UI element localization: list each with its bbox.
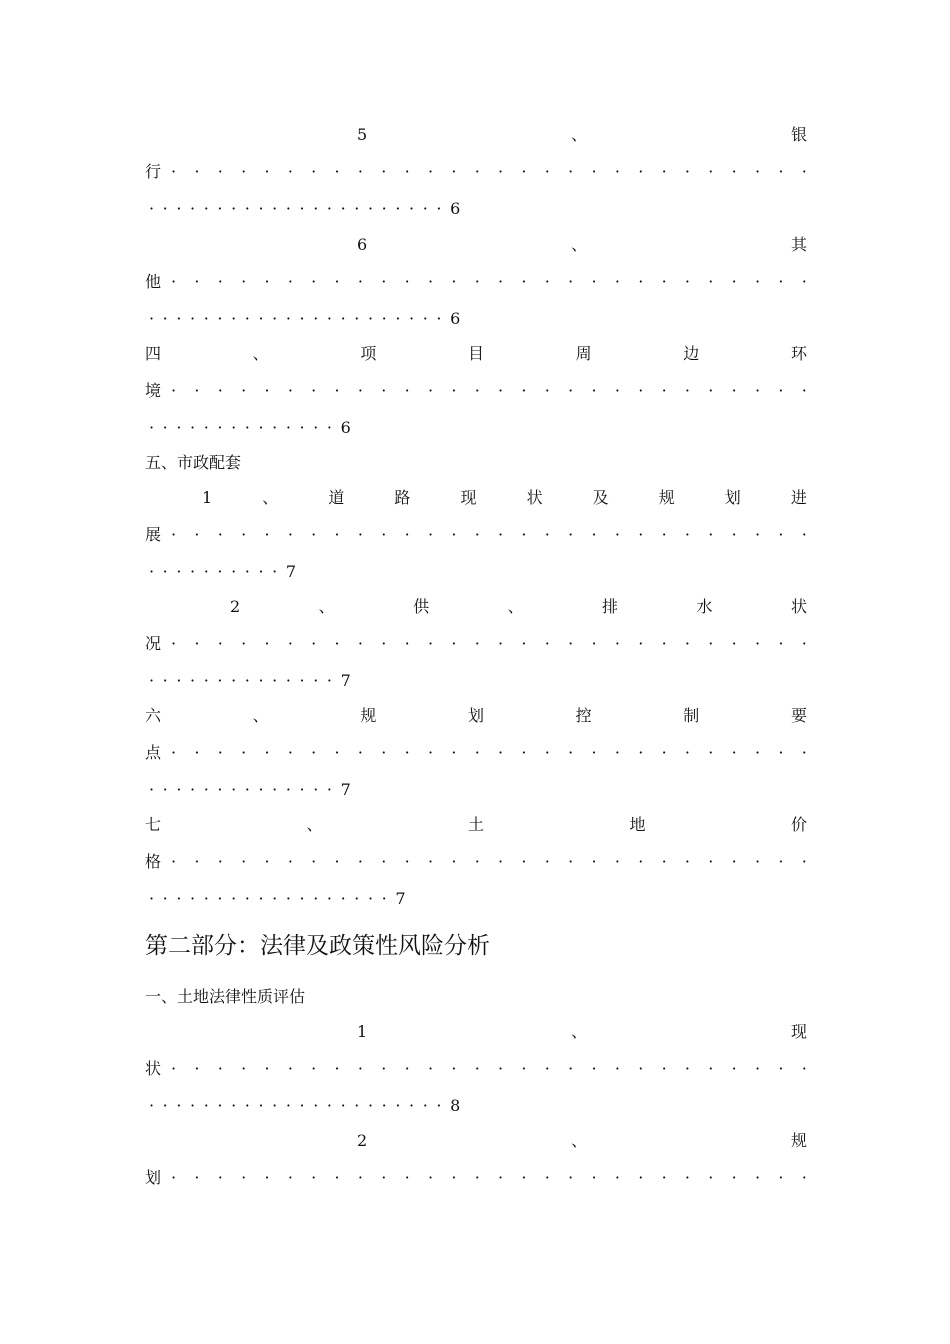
toc-entry-title-char: 其 [790, 235, 807, 254]
toc-entry-title-char: 环 [790, 344, 807, 363]
dot-leader: · · · · · · · · · · · · · · · · · · · · · · · · · · · · [171, 852, 807, 871]
toc-entry-title-char: 、 [571, 1131, 588, 1150]
toc-entry-status-page-line [145, 1096, 807, 1116]
toc-entry-status-title-line [145, 1022, 807, 1042]
toc-entry-title-char: 四 [145, 344, 162, 363]
toc-entry-title-char: 规 [790, 1131, 807, 1150]
toc-entry-title-char: 及 [592, 488, 609, 507]
toc-page-number: 7 [395, 889, 406, 908]
toc-page-number: 7 [285, 562, 297, 581]
toc-entry-water-lead-line [145, 634, 807, 654]
toc-entry-title-char: 2 [357, 1131, 368, 1150]
toc-entry-title-char: 、 [571, 1022, 588, 1041]
toc-page-number: 7 [340, 671, 351, 690]
toc-entry-title-char: 控 [575, 706, 592, 725]
toc-entry-title-char: 、 [262, 488, 279, 507]
toc-entry-water-title-line [145, 597, 807, 617]
dot-leader: ······················ [149, 199, 451, 218]
toc-entry-title-char: 划 [724, 488, 741, 507]
part-two-heading: 第二部分：法律及政策性风险分析 [145, 933, 490, 959]
toc-entry-planning-control-page-line [145, 780, 807, 800]
toc-entry-title-char: 路 [394, 488, 411, 507]
toc-entry-title-last-char: 他 [145, 272, 162, 291]
toc-entry-title-last-char: 行 [145, 162, 162, 181]
toc-entry-title-char: 水 [696, 597, 713, 616]
toc-entry-title-char: 、 [318, 597, 335, 616]
toc-entry-title-last-char: 境 [145, 381, 162, 400]
toc-entry-roads-lead-line [145, 525, 807, 545]
toc-entry-title-char: 价 [790, 815, 807, 834]
toc-entry-title-char: 道 [328, 488, 345, 507]
toc-entry-roads-title-line [145, 488, 807, 508]
toc-entry-title-last-char: 点 [145, 743, 162, 762]
toc-entry-bank-page-line [145, 199, 807, 219]
dot-leader: · · · · · · · · · · · · · · · · · · · · · · · · · · · · [171, 743, 807, 762]
dot-leader: ·············· [149, 671, 341, 690]
toc-entry-other-lead-line [145, 272, 807, 292]
toc-entry-title-char: 供 [413, 597, 430, 616]
toc-entry-title-char: 银 [790, 125, 807, 144]
toc-page-number: 6 [340, 418, 351, 437]
toc-entry-title-char: 规 [658, 488, 675, 507]
toc-entry-title-char: 目 [467, 344, 484, 363]
toc-entry-title-last-char: 划 [145, 1168, 162, 1187]
toc-page-number: 6 [450, 199, 461, 218]
toc-entry-title-char: 现 [460, 488, 477, 507]
toc-entry-title-char: 状 [790, 597, 807, 616]
toc-entry-title-char: 制 [683, 706, 700, 725]
toc-entry-title-char: 规 [360, 706, 377, 725]
toc-entry-title-last-char: 展 [145, 525, 162, 544]
toc-entry-title-last-char: 状 [145, 1059, 162, 1078]
toc-entry-water-page-line [145, 671, 807, 691]
toc-entry-other-page-line [145, 309, 807, 329]
toc-entry-title-last-char: 格 [145, 852, 162, 871]
toc-entry-surroundings-title-line [145, 344, 807, 364]
toc-entry-surroundings-lead-line [145, 381, 807, 401]
toc-entry-bank-lead-line [145, 162, 807, 182]
toc-entry-bank-title-line [145, 125, 807, 145]
toc-entry-land-price-lead-line [145, 852, 807, 872]
toc-entry-title-char: 划 [467, 706, 484, 725]
toc-entry-planning-lead-line [145, 1168, 807, 1188]
toc-section-five: 五、市政配套 [145, 453, 242, 472]
dot-leader: · · · · · · · · · · · · · · · · · · · · · · · · · · · · [171, 1059, 807, 1078]
toc-page-number: 8 [450, 1096, 461, 1115]
toc-entry-title-char: 、 [252, 706, 269, 725]
toc-entry-title-char: 状 [526, 488, 543, 507]
toc-entry-title-char: 、 [571, 235, 588, 254]
toc-entry-title-char: 、 [571, 125, 588, 144]
toc-entry-title-char: 项 [360, 344, 377, 363]
dot-leader: · · · · · · · · · · · · · · · · · · · · · · · · · · · · [171, 272, 807, 291]
toc-entry-title-char: 六 [145, 706, 162, 725]
toc-entry-title-char: 现 [790, 1022, 807, 1041]
toc-entry-title-char: 七 [145, 815, 162, 834]
toc-page-number: 7 [340, 780, 351, 799]
toc-entry-planning-control-lead-line [145, 743, 807, 763]
dot-leader: · · · · · · · · · · · · · · · · · · · · · · · · · · · · [171, 1168, 807, 1187]
dot-leader: · · · · · · · · · · · · · · · · · · · · · · · · · · · · [171, 162, 807, 181]
toc-page [145, 0, 807, 1344]
toc-entry-title-char: 、 [507, 597, 524, 616]
toc-entry-title-char: 要 [790, 706, 807, 725]
dot-leader: ·········· [149, 562, 286, 581]
toc-entry-title-char: 边 [683, 344, 700, 363]
toc-entry-title-char: 5 [357, 125, 368, 144]
toc-entry-title-char: 6 [357, 235, 368, 254]
dot-leader: ·················· [149, 889, 396, 908]
toc-entry-title-char: 1 [357, 1022, 368, 1041]
toc-entry-title-char: 2 [230, 597, 241, 616]
toc-entry-title-char: 排 [602, 597, 619, 616]
toc-entry-title-char: 土 [467, 815, 484, 834]
toc-entry-planning-control-title-line [145, 706, 807, 726]
dot-leader: · · · · · · · · · · · · · · · · · · · · · · · · · · · · [171, 525, 807, 544]
toc-entry-title-char: 周 [575, 344, 592, 363]
toc-entry-title-last-char: 况 [145, 634, 162, 653]
dot-leader: ······················ [149, 1096, 451, 1115]
toc-entry-surroundings-page-line [145, 418, 807, 438]
toc-entry-title-char: 进 [790, 488, 807, 507]
dot-leader: · · · · · · · · · · · · · · · · · · · · · · · · · · · · [171, 381, 807, 400]
toc-entry-title-char: 、 [306, 815, 323, 834]
toc-section-one: 一、土地法律性质评估 [145, 987, 306, 1006]
toc-entry-planning-title-line [145, 1131, 807, 1151]
toc-entry-roads-page-line [145, 562, 807, 582]
dot-leader: ·············· [149, 418, 341, 437]
toc-entry-land-price-page-line [145, 889, 807, 909]
dot-leader: · · · · · · · · · · · · · · · · · · · · · · · · · · · · [171, 634, 807, 653]
toc-entry-title-char: 1 [202, 488, 213, 507]
toc-entry-land-price-title-line [145, 815, 807, 835]
toc-entry-title-char: 地 [629, 815, 646, 834]
toc-page-number: 6 [450, 309, 461, 328]
toc-entry-status-lead-line [145, 1059, 807, 1079]
dot-leader: ·············· [149, 780, 341, 799]
toc-entry-title-char: 、 [252, 344, 269, 363]
toc-entry-other-title-line [145, 235, 807, 255]
dot-leader: ······················ [149, 309, 451, 328]
